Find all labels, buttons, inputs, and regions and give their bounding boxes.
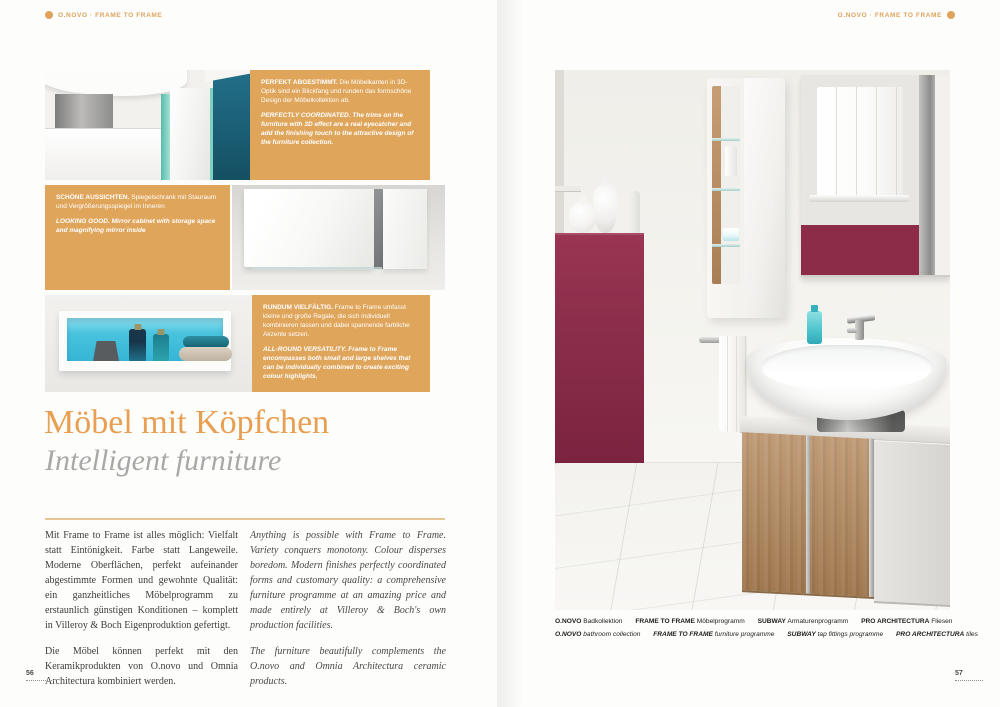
callout-english-title: ALL-ROUND VERSATILITY.	[263, 345, 347, 353]
teal-bottle	[129, 329, 146, 361]
running-head-right	[838, 11, 955, 19]
caption-segment	[555, 631, 640, 638]
caption-segment	[787, 631, 883, 638]
gray-side-strip	[374, 189, 383, 269]
callout-english-text	[263, 346, 419, 382]
caption-brand: O.NOVO	[555, 618, 582, 625]
callout-all-round-versatility	[252, 295, 430, 392]
photo-wall-shelf	[45, 295, 252, 392]
callout-german-text	[56, 194, 219, 212]
aqua-soap-bottle	[807, 311, 822, 344]
mirror-bright-strip	[935, 75, 950, 275]
caption-brand: SUBWAY	[757, 618, 786, 625]
callout-looking-good	[45, 185, 230, 290]
slim-vase	[629, 191, 640, 233]
tall-shelf-unit	[707, 78, 785, 318]
wood-back-panel	[712, 86, 721, 284]
caption-brand: PRO ARCHITECTURA	[896, 630, 965, 638]
caption-brand: FRAME TO FRAME	[653, 630, 713, 638]
white-vases	[569, 173, 645, 233]
footer-dotted-line	[955, 680, 983, 681]
caption-brand: PRO ARCHITECTURA	[861, 618, 930, 625]
page-number-right	[955, 670, 983, 681]
white-bottle	[725, 146, 737, 176]
paragraph: The furniture beautifully complements the O.novo and Omnia Architectura ceramic products.	[250, 646, 446, 687]
shelf-box	[59, 311, 231, 371]
caption-segment	[758, 618, 849, 625]
caption-label: Armaturenprogramm	[787, 618, 849, 625]
glossy-door-panel	[170, 88, 213, 180]
callout-german-title: SCHÖNE AUSSICHTEN.	[56, 194, 130, 201]
round-vase	[569, 201, 596, 233]
shelf-niche	[712, 86, 740, 284]
callout-english-body: Frame to Frame encompasses both small and large shelves that can be individually combined to create exciting colour highlights.	[263, 345, 411, 380]
white-drawer-front	[45, 128, 167, 180]
rolled-towel-beige	[179, 347, 232, 361]
caption-english-line	[555, 629, 978, 642]
cabinet-side-door	[383, 189, 427, 269]
running-head-left	[45, 11, 162, 19]
caption-label: Fliesen	[931, 618, 953, 625]
callout-english-text	[261, 112, 419, 148]
wooden-doors	[742, 432, 874, 599]
cream-jar	[723, 228, 739, 241]
callout-german-text	[261, 79, 419, 106]
spread-spine-shadow	[497, 0, 523, 707]
caption-brand: SUBWAY	[787, 630, 816, 638]
washbasin	[747, 338, 947, 420]
vanity-side-panel	[874, 441, 950, 607]
footer-dotted-line	[26, 680, 54, 681]
turquoise-niche	[67, 318, 223, 361]
photo-bathroom-scene	[555, 70, 950, 610]
page-number-value: 57	[955, 670, 963, 677]
mirror-reflection-burgundy-band	[801, 225, 919, 275]
callout-english-body: Mirror cabinet with storage space and magnifying mirror inside	[56, 217, 216, 234]
glass-shelf	[712, 244, 740, 247]
body-text-english	[250, 528, 446, 700]
caption-segment	[555, 618, 622, 625]
running-head-left-label: O.NOVO · FRAME TO FRAME	[58, 11, 163, 19]
wall-edge-strip	[555, 70, 564, 240]
caption-label: Möbelprogramm	[696, 618, 745, 625]
metal-handle-strip	[55, 94, 113, 128]
caption-label: bathroom collection	[583, 630, 641, 638]
wall-mirror	[801, 75, 950, 277]
caption-segment	[653, 631, 774, 638]
page-number-left	[26, 670, 54, 681]
photo-mirror-cabinet	[232, 185, 445, 290]
mirror-reflection-towel	[817, 87, 903, 197]
wall-hung-vanity	[740, 408, 950, 610]
caption-german-line	[555, 616, 959, 629]
burgundy-sideboard	[555, 233, 644, 463]
shelf-door-panel	[744, 78, 785, 318]
caption-segment	[896, 631, 978, 638]
mirror-cabinet-front	[244, 189, 374, 267]
caption-label: furniture programme	[714, 630, 775, 638]
page-title-german: Möbel mit Köpfchen	[44, 404, 330, 441]
divider-rule	[45, 518, 445, 520]
callout-german-title: PERFEKT ABGESTIMMT.	[261, 79, 338, 86]
callout-english-text	[56, 218, 219, 236]
callout-german-body: Spiegelschrank mit Stauraum und Vergrößerungsspiegel im Inneren	[56, 194, 217, 210]
photo-furniture-edge-detail	[45, 70, 250, 180]
running-head-right-label: O.NOVO · FRAME TO FRAME	[837, 11, 942, 19]
callout-german-body: Die Möbelkanten in 3D-Optik sind ein Blickfang und runden das formschöne Design der Möbelkollektion ab.	[261, 79, 412, 104]
chrome-door-divider	[806, 435, 810, 593]
paragraph: Anything is possible with Frame to Frame. Variety conquers monotony. Colour disperses boredom. Modern finishes perfectly coordinated forms and customary quality: a comprehensive furniture programme at an amazing price and made entirely at Villeroy & Boch's own production facilities.	[250, 530, 446, 631]
caption-brand: O.NOVO	[555, 630, 582, 638]
page-number-value: 56	[26, 670, 34, 677]
orange-dot-icon	[45, 11, 53, 19]
mirror-reflection-shelf	[809, 195, 909, 202]
tap-spout	[847, 328, 857, 333]
caption-label: tap fittings programme	[817, 630, 884, 638]
gray-cup	[93, 341, 119, 361]
callout-german-body: Frame to Frame umfasst kleine und große Regale, die sich individuell kombinieren lassen und dabei spannende farbliche Akzente setzen.	[263, 304, 410, 338]
caption-segment	[861, 618, 952, 625]
callout-german-title: RUNDUM VIELFÄLTIG.	[263, 304, 333, 311]
callout-perfectly-coordinated	[250, 70, 430, 180]
caption-segment	[635, 618, 744, 625]
callout-german-text	[263, 304, 419, 340]
paragraph: Mit Frame to Frame ist alles möglich: Vielfalt statt Eintönigkeit. Farbe statt Langeweile. Moderne Oberflächen, perfekt aufeinander abgestimmte Formen und gewohnte Qualität: ein ganzheitliches Möbelprogramm zu erstaunlich günstigen Konditionen – komplett in Villeroy & Boch Eigenproduktion gefertigt.	[45, 530, 238, 631]
paragraph: Die Möbel können perfekt mit den Keramikprodukten von O.novo und Omnia Architectura kombiniert werden.	[45, 646, 238, 687]
glass-shelf	[712, 188, 740, 191]
caption-brand: FRAME TO FRAME	[635, 618, 695, 625]
tall-vase	[593, 183, 618, 233]
glass-shelf	[712, 138, 740, 141]
body-text-german	[45, 528, 238, 700]
orange-dot-icon	[947, 11, 955, 19]
ceramic-basin-overhang	[45, 70, 187, 96]
cabinet-bottom-reflection	[252, 267, 382, 270]
photo-caption	[555, 616, 978, 641]
callout-english-title: LOOKING GOOD.	[56, 217, 110, 225]
page-title-english: Intelligent furniture	[45, 444, 282, 477]
mint-3d-trim	[161, 94, 170, 180]
caption-label: tiles	[966, 630, 978, 638]
teal-side-panel	[213, 70, 250, 180]
callout-english-title: PERFECTLY COORDINATED.	[261, 111, 351, 119]
teal-bottle	[153, 334, 169, 361]
callout-english-body: The trims on the furniture with 3D effect are a real eyecatcher and add the finishing touch to the attractive design of the furniture collection.	[261, 111, 414, 146]
mirror-edge-band	[919, 75, 935, 275]
caption-label: Badkollektion	[583, 618, 623, 625]
